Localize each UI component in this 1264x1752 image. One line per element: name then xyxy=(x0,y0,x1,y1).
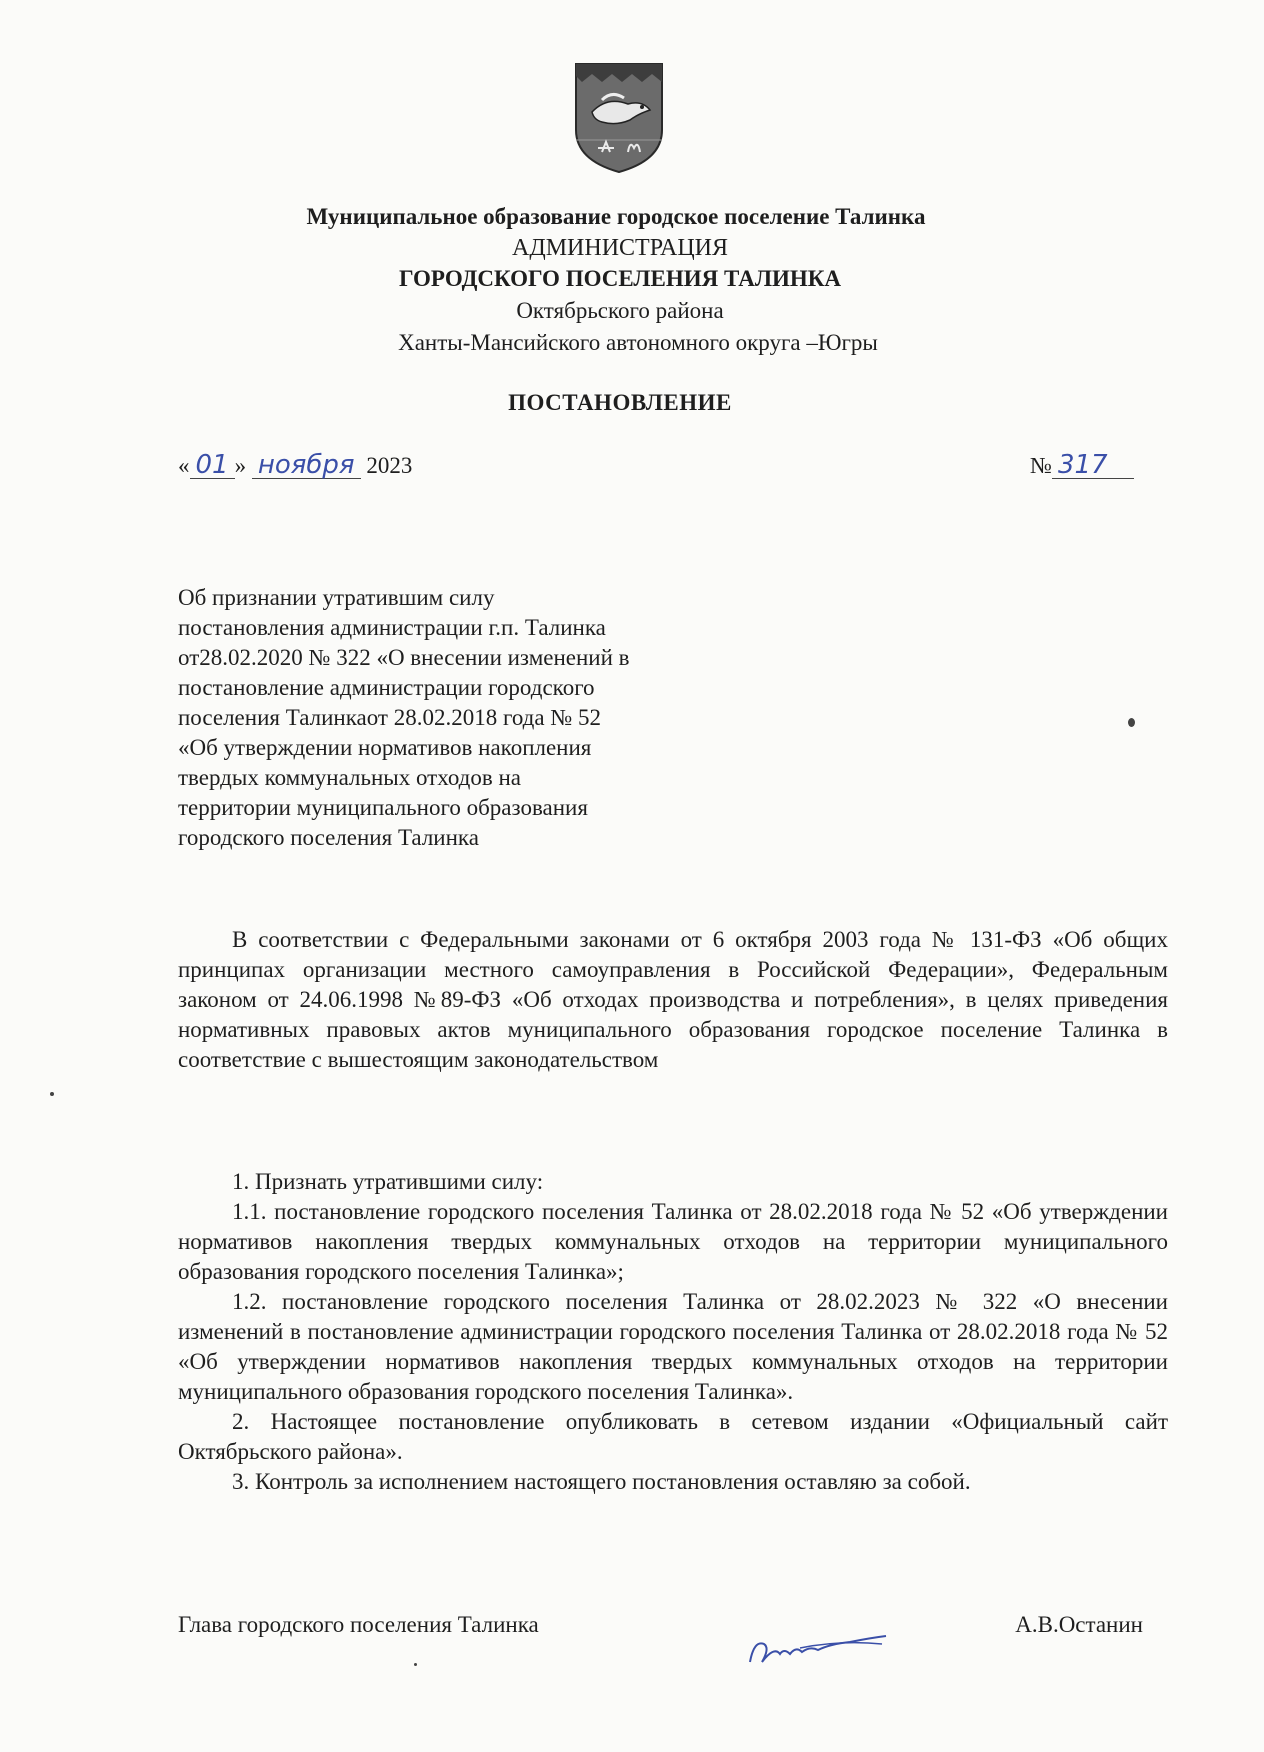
document-date xyxy=(178,452,412,479)
municipality-name: Муниципальное образование городское поселение Талинка xyxy=(306,204,926,229)
document-subject xyxy=(178,583,738,853)
subject-line: поселения Талинкаот 28.02.2018 года № 52 xyxy=(178,705,602,730)
subject-line: Об признании утратившим силу xyxy=(178,585,495,610)
handwritten-signature-icon xyxy=(740,1622,890,1672)
subject-line: постановление администрации городского xyxy=(178,675,595,700)
signatory-name: А.В.Останин xyxy=(1015,1612,1143,1637)
item-1: 1. Признать утратившими силу: xyxy=(232,1169,544,1194)
coat-of-arms-icon xyxy=(572,60,666,176)
scan-speck xyxy=(414,1663,417,1666)
administration-subtitle: ГОРОДСКОГО ПОСЕЛЕНИЯ ТАЛИНКА xyxy=(398,266,842,291)
item-1-1: 1.1. постановление городского поселения Талинка от 28.02.2018 года № 52 «Об утверждении нормативов накопления твердых коммунальных отходов на территории муниципального образования городского поселения Талинка»; xyxy=(178,1199,1168,1284)
subject-line: городского поселения Талинка xyxy=(178,825,479,850)
scan-speck xyxy=(50,1092,54,1096)
item-1-2: 1.2. постановление городского поселения Талинка от 28.02.2023 № 322 «О внесении изменений в постановление администрации городского поселения Талинка от 28.02.2018 года № 52 «Об утверждении нормативов накопления твердых коммунальных отходов на территории муниципального образования городского поселения Талинка». xyxy=(178,1289,1168,1404)
subject-line: постановления администрации г.п. Талинка xyxy=(178,615,606,640)
signatory-title: Глава городского поселения Талинка xyxy=(178,1612,539,1637)
date-open-quote: « xyxy=(178,453,190,478)
date-month: ноября xyxy=(252,452,361,479)
document-number xyxy=(1030,452,1134,479)
document-type-title: ПОСТАНОВЛЕНИЕ xyxy=(508,390,732,415)
subject-line: от28.02.2020 № 322 «О внесении изменений в xyxy=(178,645,630,670)
administration-title: АДМИНИСТРАЦИЯ xyxy=(512,235,728,261)
scan-speck xyxy=(1128,718,1135,727)
district-name: Октябрьского района xyxy=(516,298,724,323)
resolution-items xyxy=(178,1167,1168,1497)
subject-line: «Об утверждении нормативов накопления xyxy=(178,735,592,760)
number-prefix: № xyxy=(1030,453,1052,478)
region-name: Ханты-Мансийского автономного округа –Югры xyxy=(398,330,878,355)
number-value: 317 xyxy=(1052,452,1134,479)
date-year: 2023 xyxy=(366,453,413,478)
date-day: 01 xyxy=(190,452,235,479)
item-3: 3. Контроль за исполнением настоящего постановления оставляю за собой. xyxy=(232,1469,971,1494)
subject-line: твердых коммунальных отходов на xyxy=(178,765,522,790)
preamble-paragraph: В соответствии с Федеральными законами от 6 октября 2003 года № 131-ФЗ «Об общих принципах организации местного самоуправления в Российской Федерации», Федеральным законом от 24.06.1998 №89-ФЗ «Об отходах производства и потребления», в целях приведения нормативных правовых актов муниципального образования городское поселение Талинка в соответствие с вышестоящим законодательством xyxy=(178,927,1168,1072)
subject-line: территории муниципального образования xyxy=(178,795,588,820)
item-2: 2. Настоящее постановление опубликовать в сетевом издании «Официальный сайт Октябрьского района». xyxy=(178,1409,1168,1464)
preamble-section xyxy=(178,925,1168,1075)
date-close-quote: » xyxy=(234,453,247,478)
